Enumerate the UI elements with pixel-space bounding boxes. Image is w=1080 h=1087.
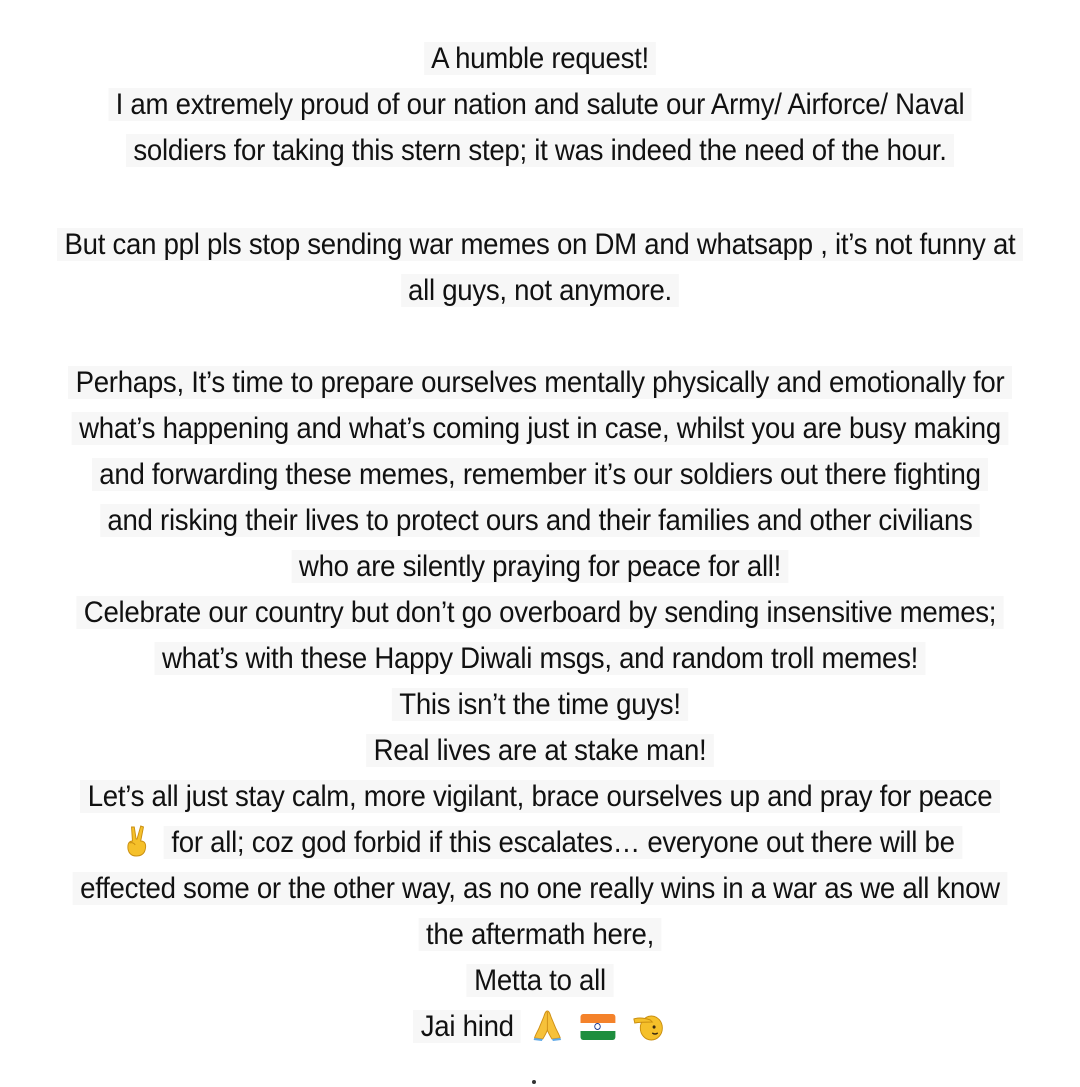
text-line: A humble request!	[43, 36, 1037, 82]
peace-text-line: for all; coz god forbid if this escalates… everyone out there will be	[43, 820, 1037, 866]
text-line: and forwarding these memes, remember it’s our soldiers out there fighting	[43, 452, 1037, 498]
folded-hands-icon	[532, 1008, 563, 1042]
text-line: Celebrate our country but don’t go overboard by sending insensitive memes;	[43, 590, 1037, 636]
bottom-dot	[532, 1080, 536, 1084]
text-line: This isn’t the time guys!	[43, 682, 1037, 728]
text-line: effected some or the other way, as no one really wins in a war as we all know	[43, 866, 1037, 912]
text-line: all guys, not anymore.	[43, 268, 1037, 314]
closing-text: Jai hind	[413, 1010, 521, 1043]
text-line: Real lives are at stake man!	[43, 728, 1037, 774]
text-line: Metta to all	[43, 958, 1037, 1004]
main-paragraph	[43, 360, 1037, 1050]
text-line: what’s with these Happy Diwali msgs, and random troll memes!	[43, 636, 1037, 682]
india-flag-icon	[580, 1014, 615, 1040]
text-line: the aftermath here,	[43, 912, 1037, 958]
text-line: who are silently praying for peace for all!	[43, 544, 1037, 590]
closing-line	[43, 1004, 1037, 1050]
victory-hand-icon	[122, 824, 153, 858]
text-line: I am extremely proud of our nation and salute our Army/ Airforce/ Naval	[43, 82, 1037, 128]
text-line: and risking their lives to protect ours and their families and other civilians	[43, 498, 1037, 544]
text-line: what’s happening and what’s coming just in case, whilst you are busy making	[43, 406, 1037, 452]
opening-paragraph	[43, 36, 1037, 174]
saluting-face-icon	[632, 1008, 663, 1042]
text-line: Let’s all just stay calm, more vigilant, brace ourselves up and pray for peace	[43, 774, 1037, 820]
memes-paragraph	[43, 222, 1037, 314]
text-line: Perhaps, It’s time to prepare ourselves mentally physically and emotionally for	[43, 360, 1037, 406]
text-line: But can ppl pls stop sending war memes on DM and whatsapp , it’s not funny at	[43, 222, 1037, 268]
text-line: soldiers for taking this stern step; it was indeed the need of the hour.	[43, 128, 1037, 174]
